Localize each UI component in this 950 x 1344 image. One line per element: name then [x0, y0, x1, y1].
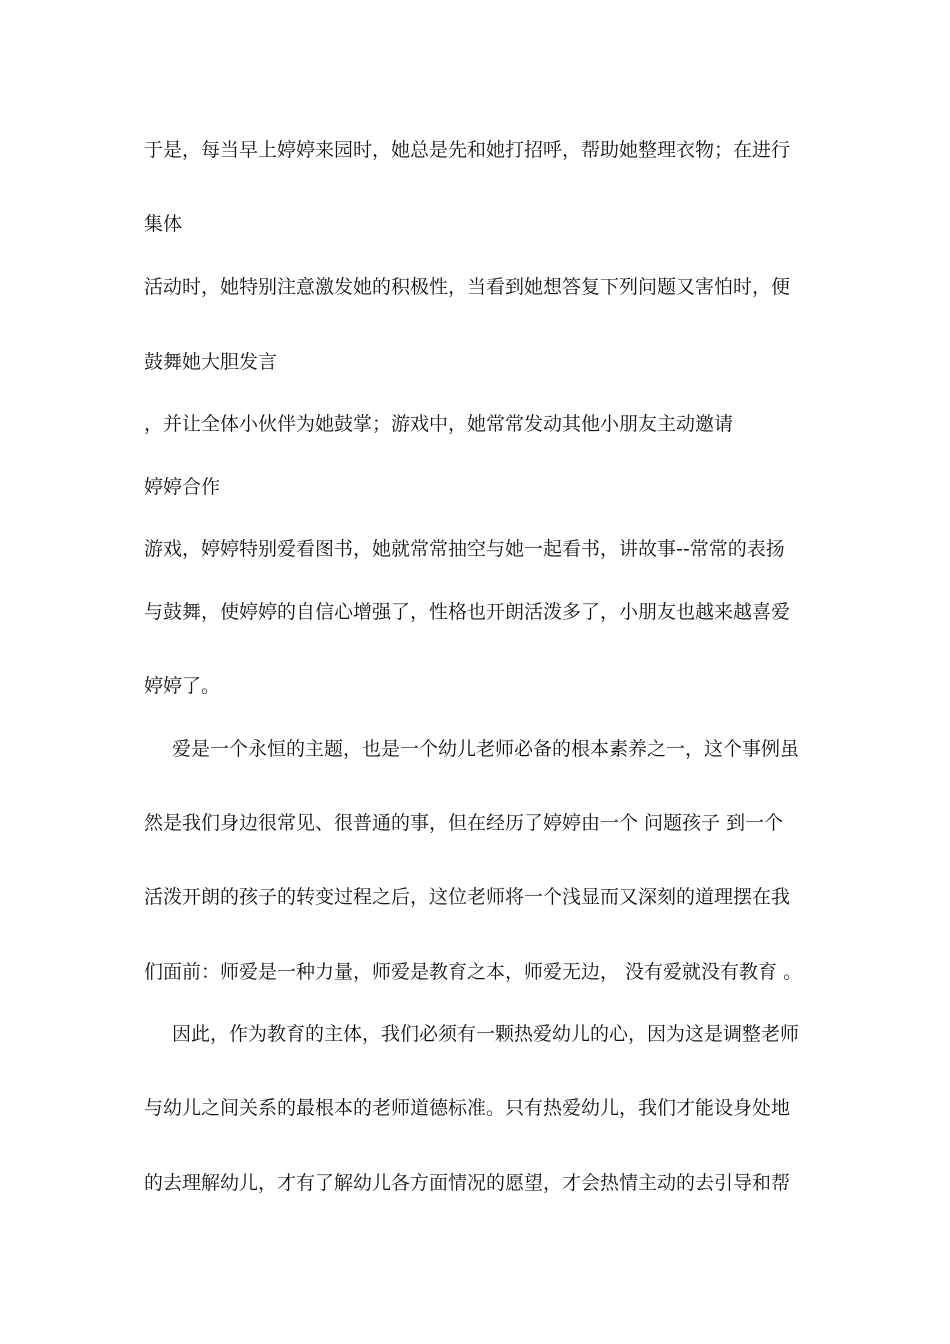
- text-line-4: 鼓舞她大胆发言: [144, 351, 278, 373]
- text-line-1: 于是，每当早上婷婷来园时，她总是先和她打招呼，帮助她整理衣物；在进行: [144, 139, 791, 161]
- paragraph-start-1: 爱是一个永恒的主题，也是一个幼儿老师必备的根本素养之一，这个事例虽: [172, 738, 800, 760]
- text-line-6: 婷婷合作: [144, 476, 221, 498]
- text-line-3: 活动时，她特别注意激发她的积极性，当看到她想答复下列问题又害怕时，便: [144, 276, 791, 298]
- text-line-15: 与幼儿之间关系的最根本的老师道德标准。只有热爱幼儿，我们才能设身处地: [144, 1097, 791, 1119]
- text-line-12: 活泼开朗的孩子的转变过程之后，这位老师将一个浅显而又深刻的道理摆在我: [144, 886, 791, 908]
- text-line-13: 们面前：师爱是一种力量，师爱是教育之本，师爱无边， 没有爱就没有教育 。: [144, 961, 803, 983]
- text-line-16: 的去理解幼儿，才有了解幼儿各方面情况的愿望，才会热情主动的去引导和帮: [144, 1172, 791, 1194]
- text-line-7: 游戏，婷婷特别爱看图书，她就常常抽空与她一起看书，讲故事--常常的表扬: [144, 538, 785, 560]
- text-line-11: 然是我们身边很常见、很普通的事，但在经历了婷婷由一个 问题孩子 到一个: [144, 812, 784, 834]
- text-line-2: 集体: [144, 213, 183, 235]
- paragraph-start-2: 因此，作为教育的主体，我们必须有一颗热爱幼儿的心，因为这是调整老师: [172, 1023, 800, 1045]
- text-line-8: 与鼓舞，使婷婷的自信心增强了，性格也开朗活泼多了，小朋友也越来越喜爱: [144, 601, 791, 623]
- text-line-9: 婷婷了。: [144, 675, 221, 697]
- text-line-5: ，并让全体小伙伴为她鼓掌；游戏中，她常常发动其他小朋友主动邀请: [144, 413, 734, 435]
